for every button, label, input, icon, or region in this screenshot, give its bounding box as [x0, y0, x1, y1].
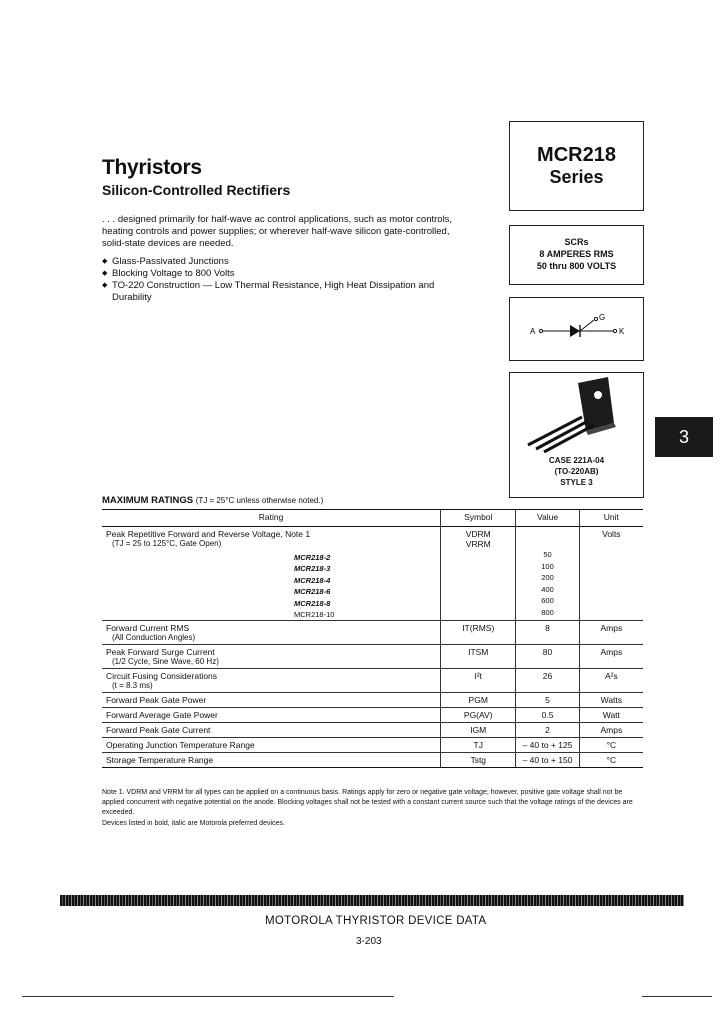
rating-label: Operating Junction Temperature Range — [102, 738, 441, 753]
value-cell: – 40 to + 150 — [516, 753, 579, 768]
section-tab: 3 — [655, 417, 713, 457]
footer-title: MOTOROLA THYRISTOR DEVICE DATA — [265, 915, 487, 927]
intro-paragraph: . . . designed primarily for half-wave ac control applications, such as motor controls, heating controls and power supplies; or wherever half-wave silicon gate-controlled, solid-state devices are needed. — [102, 214, 453, 249]
value-cell: 8 — [516, 621, 579, 645]
decorative-band — [60, 895, 684, 906]
case-line: (TO-220AB) — [554, 467, 599, 476]
rating-label: Forward Peak Gate Current — [102, 723, 441, 738]
table-row — [102, 621, 643, 645]
device-name: MCR218-2 — [294, 553, 331, 562]
device-name: MCR218-3 — [294, 564, 331, 573]
symbol-cell: IT(RMS) — [441, 621, 516, 645]
table-row — [102, 645, 643, 669]
header-unit: Unit — [579, 510, 643, 527]
symbol-cell: TJ — [441, 738, 516, 753]
rating-sub: (1/2 Cycle, Sine Wave, 60 Hz) — [112, 657, 219, 666]
rating-label: Storage Temperature Range — [102, 753, 441, 768]
rating-label: Peak Forward Surge Current — [106, 647, 215, 657]
value-cell: – 40 to + 125 — [516, 738, 579, 753]
series-box — [509, 121, 644, 211]
series-part-number: MCR218 — [537, 144, 616, 166]
symbol-cell: PGM — [441, 693, 516, 708]
ratings-title — [102, 495, 323, 506]
symbol-cell: ITSM — [441, 645, 516, 669]
rating-label: Forward Peak Gate Power — [102, 693, 441, 708]
case-line: CASE 221A-04 — [548, 456, 605, 465]
value-cell: 26 — [516, 669, 579, 693]
bottom-rule — [642, 996, 712, 997]
header-symbol: Symbol — [441, 510, 516, 527]
value-cell: 800 — [541, 607, 554, 617]
spec-line: 50 thru 800 VOLTS — [536, 261, 617, 271]
unit-cell: Amps — [579, 645, 643, 669]
value-cell: 100 — [541, 561, 554, 571]
rating-label: Forward Current RMS — [106, 623, 190, 633]
package-box — [509, 372, 644, 498]
page-title: Thyristors — [102, 156, 202, 179]
rating-sub: (All Conduction Angles) — [112, 633, 196, 642]
value-cell: 2 — [516, 723, 579, 738]
unit-cell: Watts — [579, 693, 643, 708]
rating-sub: (t = 8.3 ms) — [112, 681, 153, 690]
symbol-cell: VRRM — [465, 539, 491, 549]
unit-cell: °C — [579, 738, 643, 753]
table-row — [102, 723, 643, 738]
table-row — [102, 669, 643, 693]
table-row — [102, 753, 643, 768]
value-cell: 5 — [516, 693, 579, 708]
rating-label: Forward Average Gate Power — [102, 708, 441, 723]
spec-line: SCRs — [564, 237, 589, 247]
spec-box — [509, 225, 644, 285]
value-cell: 400 — [541, 584, 554, 594]
feature-list — [102, 256, 472, 304]
symbol-cell: IGM — [441, 723, 516, 738]
scr-symbol-icon — [510, 298, 643, 360]
value-cell: 200 — [541, 573, 554, 582]
gate-label: G — [599, 313, 606, 322]
unit-cell: °C — [579, 753, 643, 768]
unit-cell: Watt — [579, 708, 643, 723]
table-row — [102, 527, 643, 621]
scr-symbol-box — [509, 297, 644, 361]
device-name: MCR218-10 — [294, 610, 335, 619]
ratings-note: (TJ = 25°C unless otherwise noted.) — [195, 496, 324, 505]
spec-line: 8 AMPERES RMS — [539, 249, 614, 259]
symbol-cell: I²t — [441, 669, 516, 693]
preferred-devices-note: Devices listed in bold, italic are Motorola preferred devices. — [102, 820, 285, 827]
cathode-label: K — [619, 327, 625, 336]
table-row — [102, 708, 643, 723]
feature-item: ◆ Blocking Voltage to 800 Volts — [102, 268, 472, 280]
footnote: Note 1. VDRM and VRRM for all types can be applied on a continuous basis. Ratings apply for zero or negative gate voltage; however, positive gate voltage shall not be applied concurrent with negative potential on the anode. Blocking voltages shall not be tested with a constant current source such that the voltage ratings of the devices are exceeded. — [102, 789, 633, 816]
device-name: MCR218-4 — [294, 576, 331, 585]
value-cell: 0.5 — [516, 708, 579, 723]
header-value: Value — [516, 510, 579, 527]
unit-cell: Amps — [579, 621, 643, 645]
page-subtitle: Silicon-Controlled Rectifiers — [102, 182, 291, 198]
value-cell: 80 — [516, 645, 579, 669]
ratings-heading: MAXIMUM RATINGS — [102, 495, 194, 506]
rating-label: Peak Repetitive Forward and Reverse Voltage, Note 1 — [106, 529, 311, 539]
to220-package-icon — [510, 373, 643, 453]
feature-item: ◆ TO-220 Construction — Low Thermal Resistance, High Heat Dissipation and Durability — [102, 280, 472, 304]
unit-cell: Volts — [579, 527, 643, 621]
device-name: MCR218-8 — [294, 599, 331, 608]
value-cell: 600 — [541, 596, 554, 605]
symbol-cell: VDRM — [465, 529, 491, 539]
device-name: MCR218-6 — [294, 587, 331, 596]
table-row — [102, 693, 643, 708]
unit-cell: A²s — [579, 669, 643, 693]
value-cell: 50 — [543, 550, 552, 559]
bottom-rule — [22, 996, 394, 997]
unit-cell: Amps — [579, 723, 643, 738]
max-ratings-table — [102, 509, 643, 768]
header-rating: Rating — [102, 510, 441, 527]
feature-item: ◆ Glass-Passivated Junctions — [102, 256, 472, 268]
anode-label: A — [530, 327, 536, 336]
symbol-cell: PG(AV) — [441, 708, 516, 723]
page-number: 3-203 — [356, 936, 382, 947]
table-header-row — [102, 510, 643, 527]
series-label: Series — [549, 167, 604, 187]
case-line: STYLE 3 — [560, 478, 593, 487]
table-row — [102, 738, 643, 753]
rating-label: Circuit Fusing Considerations — [106, 671, 218, 681]
rating-sub: (TJ = 25 to 125°C, Gate Open) — [112, 539, 222, 548]
symbol-cell: Tstg — [441, 753, 516, 768]
